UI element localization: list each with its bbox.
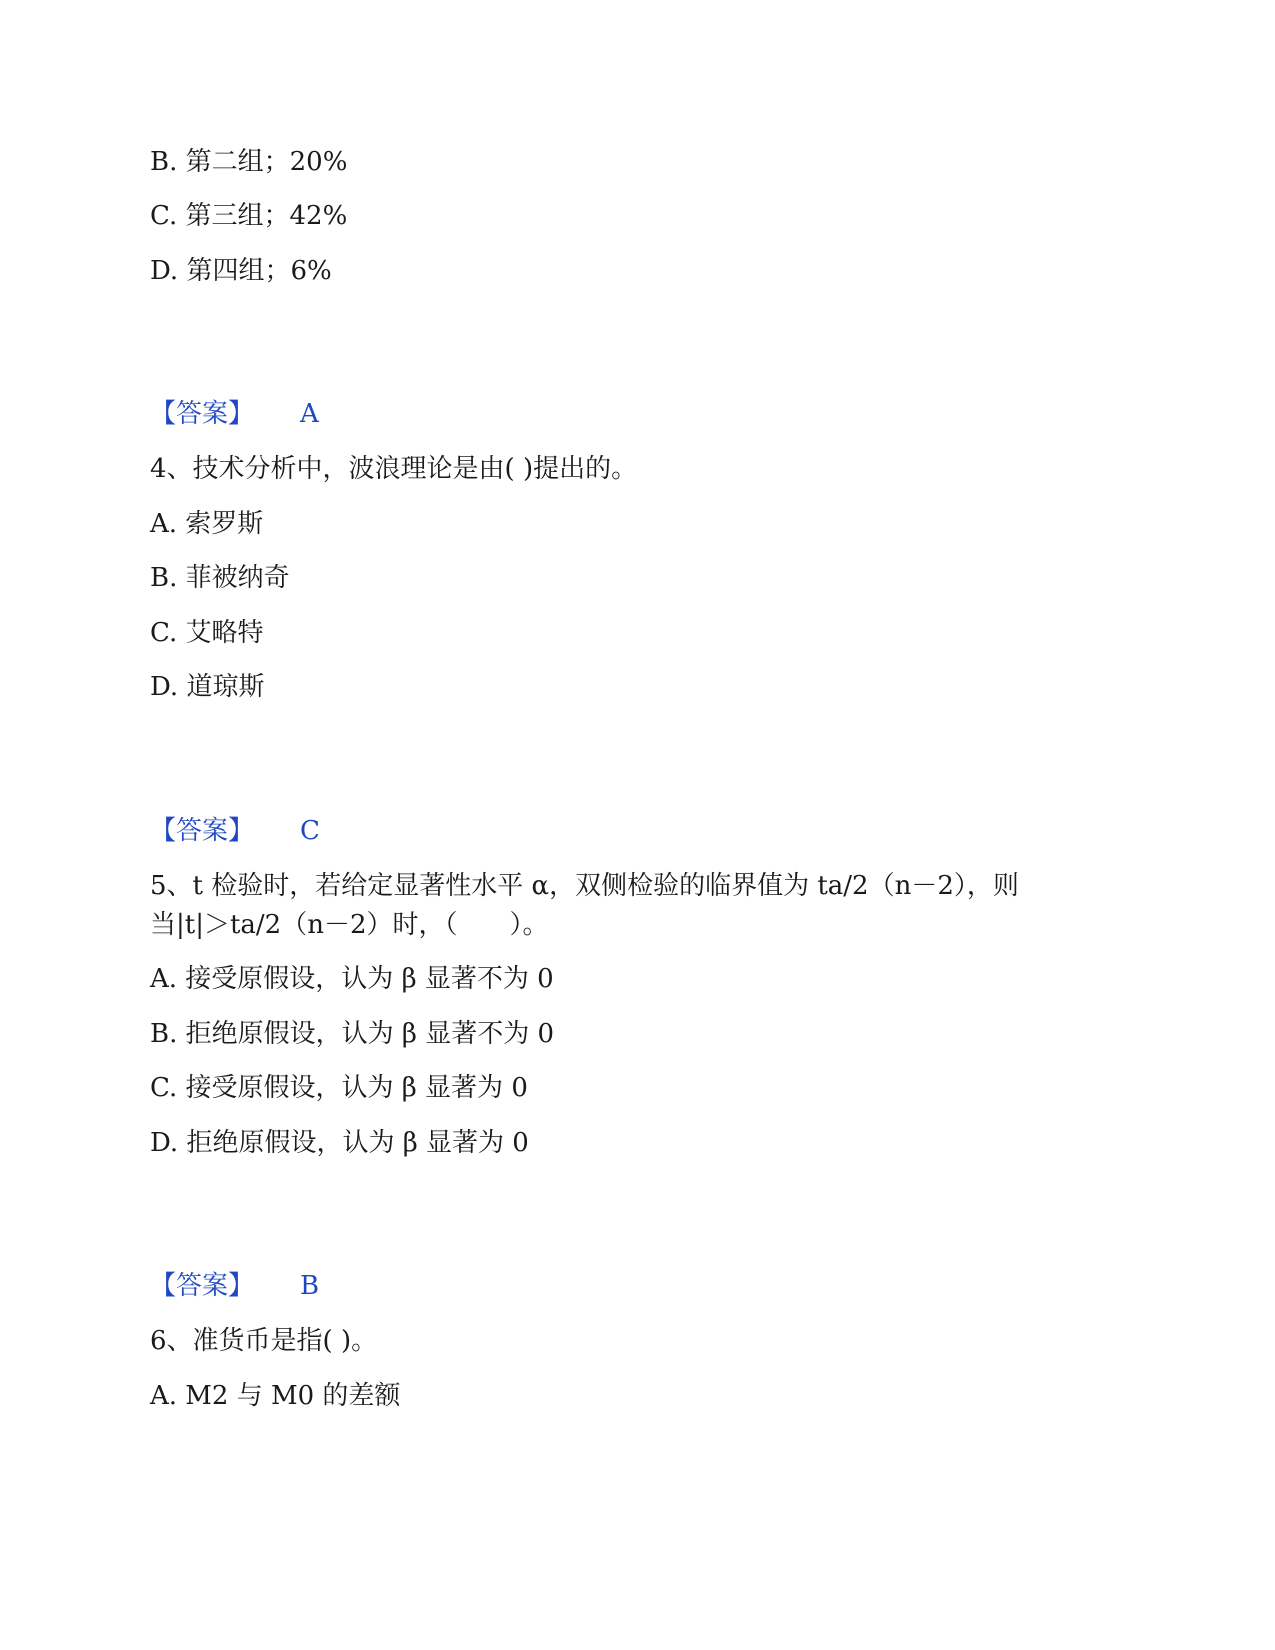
answer-label: 【答案】 xyxy=(150,1271,255,1301)
option-d: D. 拒绝原假设，认为 β 显著为 0 xyxy=(150,1128,529,1158)
option-b: B. 拒绝原假设，认为 β 显著不为 0 xyxy=(150,1019,555,1049)
answer-line xyxy=(150,815,320,847)
option-c: C. 第三组；42% xyxy=(150,201,348,231)
question-stem: 6、准货币是指( )。 xyxy=(150,1326,378,1356)
option-a: A. 索罗斯 xyxy=(150,509,264,539)
option-a: A. M2 与 M0 的差额 xyxy=(150,1381,401,1411)
answer-value: B xyxy=(300,1271,320,1301)
answer-value: C xyxy=(300,816,320,846)
option-b: B. 第二组；20% xyxy=(150,147,348,177)
question-stem: 4、技术分析中，波浪理论是由( )提出的。 xyxy=(150,454,638,484)
option-d: D. 第四组；6% xyxy=(150,256,332,286)
option-d: D. 道琼斯 xyxy=(150,672,265,702)
option-b: B. 菲被纳奇 xyxy=(150,563,290,593)
question-stem-line-2: 当|t|＞ta/2（n－2）时，（ ）。 xyxy=(150,910,549,940)
answer-label: 【答案】 xyxy=(150,816,255,846)
answer-line xyxy=(150,1270,319,1302)
answer-value: A xyxy=(300,399,319,429)
option-c: C. 艾略特 xyxy=(150,618,264,648)
option-a: A. 接受原假设，认为 β 显著不为 0 xyxy=(150,964,554,994)
question-stem-line-1: 5、t 检验时，若给定显著性水平 α，双侧检验的临界值为 ta/2（n－2），则 xyxy=(150,871,1019,901)
answer-line xyxy=(150,398,319,430)
option-c: C. 接受原假设，认为 β 显著为 0 xyxy=(150,1073,528,1103)
answer-label: 【答案】 xyxy=(150,399,255,429)
